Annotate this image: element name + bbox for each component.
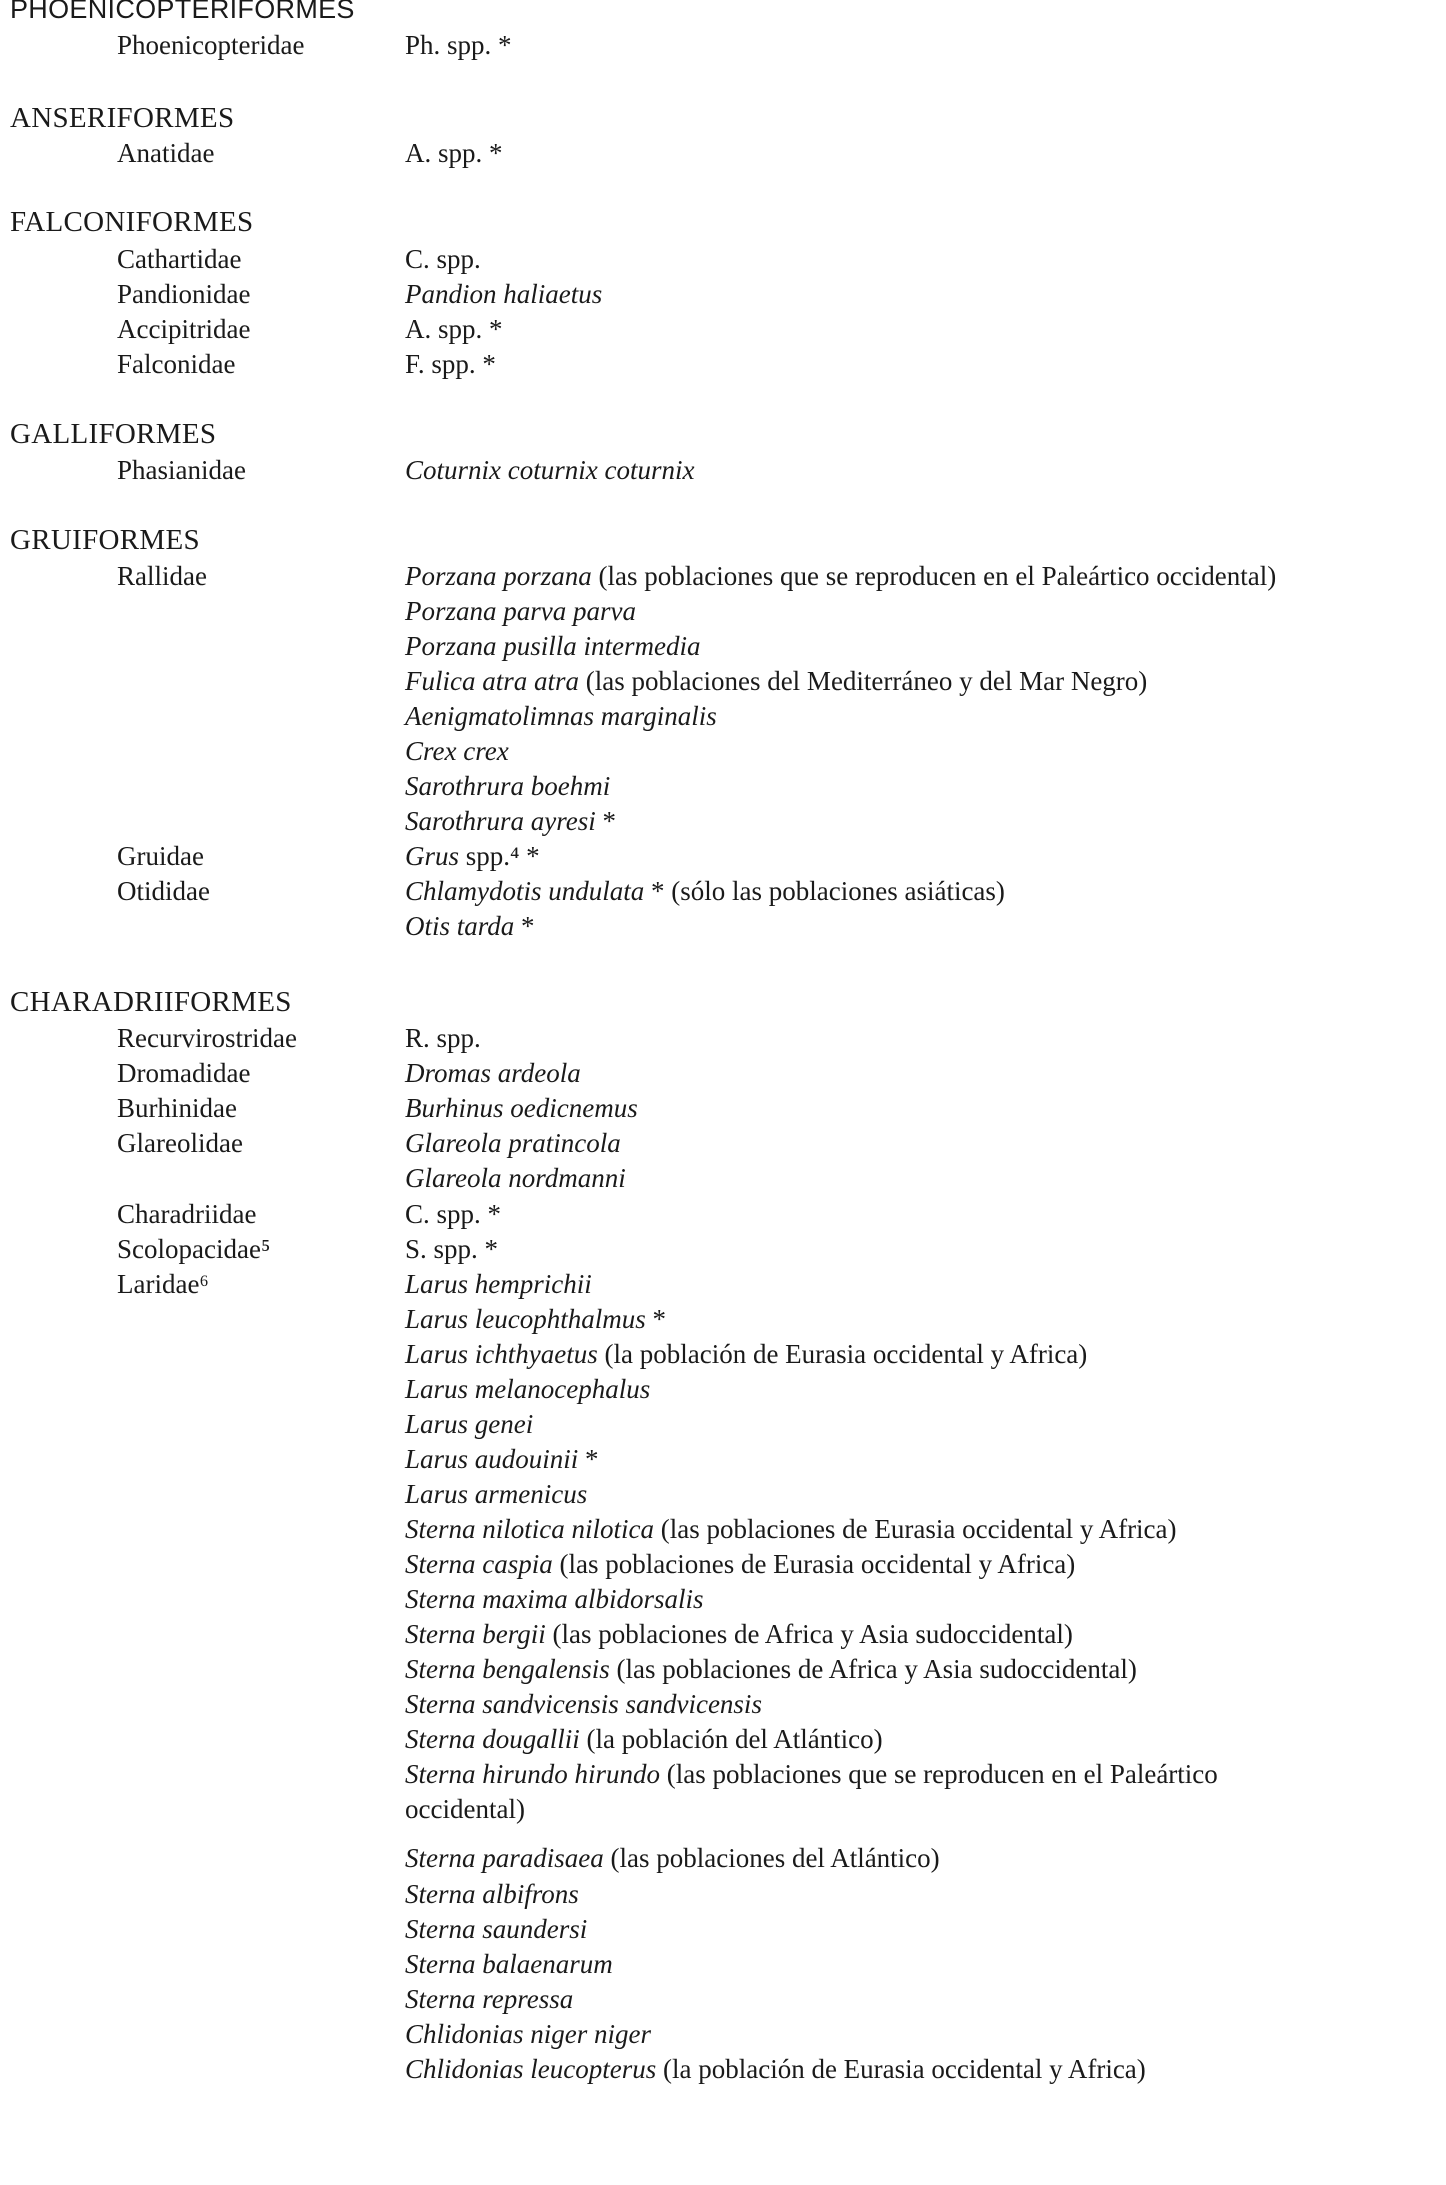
taxon-entry [405,1689,762,1720]
taxon-name: Otis tarda [405,911,515,941]
taxon-name: Sterna paradisaea [405,1843,604,1873]
taxon-name: Coturnix coturnix coturnix [405,455,695,485]
family-name: Phasianidae [117,455,246,485]
taxon-entry [405,1843,940,1874]
taxon-name: Larus armenicus [405,1479,588,1509]
taxon-name: Glareola nordmanni [405,1163,626,1193]
taxon-note: occidental) [405,1794,525,1824]
family-name: Cathartidae [117,244,242,274]
taxon-entry [405,244,481,275]
family-name: Gruidae [117,841,204,871]
taxon-entry [405,876,1005,907]
family-name: Otididae [117,876,210,906]
taxon-entry [405,1759,1218,1790]
taxon-entry [405,1514,1177,1545]
family-name: Laridae⁶ [117,1269,209,1299]
family-name: Burhinidae [117,1093,237,1123]
taxon-name: Sterna nilotica nilotica [405,1514,654,1544]
taxon-note: (la población de Eurasia occidental y Africa) [597,1339,1088,1369]
taxon-name: A. spp. * [405,314,503,344]
taxon-name: Ph. spp. * [405,30,512,60]
taxon-note: (las poblaciones de Africa y Asia sudoccidental) [609,1654,1137,1684]
taxon-name: Chlidonias leucopterus [405,2054,657,2084]
taxon-name: Sterna bengalensis [405,1654,610,1684]
taxon-entry [405,1234,498,1265]
order-heading: GRUIFORMES [10,524,200,556]
taxon-entry [405,1128,621,1159]
taxon-name: Dromas ardeola [405,1058,581,1088]
taxon-entry [405,1654,1137,1685]
taxon-name: Larus audouinii [405,1444,579,1474]
taxon-entry [405,1304,666,1335]
taxon-name: Larus leucophthalmus [405,1304,646,1334]
taxon-note: (la población del Atlántico) [579,1724,883,1754]
taxon-name: Glareola pratincola [405,1128,621,1158]
taxon-note: (la población de Eurasia occidental y Africa) [656,2054,1146,2084]
taxon-entry [405,2054,1146,2085]
taxon-entry [405,1619,1073,1650]
taxon-entry [405,279,602,310]
taxon-entry [405,1479,587,1510]
family-name: Anatidae [117,138,215,168]
taxon-entry [405,1914,587,1945]
taxon-note: (las poblaciones de Africa y Asia sudoccidental) [545,1619,1073,1649]
taxon-name: Sterna maxima albidorsalis [405,1584,704,1614]
taxon-entry [405,736,509,767]
taxon-name: Sterna caspia [405,1549,553,1579]
taxon-name: Pandion haliaetus [405,279,603,309]
family-name: Pandionidae [117,279,251,309]
taxon-name: Larus melanocephalus [405,1374,651,1404]
taxon-name: Sterna hirundo hirundo [405,1759,661,1789]
order-heading: GALLIFORMES [10,418,217,450]
taxon-entry [405,596,636,627]
taxon-entry [405,1409,533,1440]
taxon-name: Porzana pusilla intermedia [405,631,701,661]
taxon-name: R. spp. [405,1023,481,1053]
taxon-name: Sarothrura ayresi [405,806,596,836]
family-name: Phoenicopteridae [117,30,305,60]
taxon-entry [405,1444,599,1475]
taxon-note: * [578,1444,599,1474]
family-name: Charadriidae [117,1199,257,1229]
taxon-name: Sterna saundersi [405,1914,588,1944]
taxon-entry [405,1093,638,1124]
taxon-name: Larus hemprichii [405,1269,592,1299]
taxon-entry [405,455,694,486]
taxon-entry [405,1584,704,1615]
taxon-name: Aenigmatolimnas marginalis [405,701,717,731]
taxon-note: (las poblaciones de Eurasia occidental y Africa) [653,1514,1177,1544]
taxon-name: Sterna dougallii [405,1724,580,1754]
taxon-name: Sarothrura boehmi [405,771,611,801]
taxon-entry [405,1724,883,1755]
taxon-name: F. spp. * [405,349,496,379]
taxon-entry [405,701,717,732]
taxon-entry [405,1163,626,1194]
taxon-name: C. spp. * [405,1199,502,1229]
taxon-note: (las poblaciones que se reproducen en el Paleártico occidental) [591,561,1277,591]
taxon-name: Larus genei [405,1409,534,1439]
family-name: Glareolidae [117,1128,243,1158]
taxon-entry [405,314,503,345]
taxon-name: Burhinus oedicnemus [405,1093,638,1123]
taxon-entry [405,841,540,872]
order-heading: FALCONIFORMES [10,206,254,238]
taxon-entry [405,1269,592,1300]
taxon-name: Chlidonias niger niger [405,2019,652,2049]
taxon-name: S. spp. * [405,1234,499,1264]
family-name: Recurvirostridae [117,1023,297,1053]
taxon-entry [405,1949,613,1980]
taxon-name: Sterna albifrons [405,1879,579,1909]
taxon-entry [405,138,503,169]
taxon-entry [405,771,610,802]
taxon-name: Fulica atra atra [405,666,579,696]
taxon-entry [405,631,701,662]
taxon-name: Sterna sandvicensis sandvicensis [405,1689,762,1719]
taxon-name: C. spp. [405,244,481,274]
taxon-entry [405,1794,525,1825]
taxon-entry [405,2019,651,2050]
taxon-entry [405,806,616,837]
taxon-name: Chlamydotis undulata [405,876,645,906]
taxon-note: * [514,911,535,941]
family-name: Scolopacidae⁵ [117,1234,271,1264]
taxon-note: (las poblaciones del Atlántico) [603,1843,940,1873]
taxon-entry [405,911,535,942]
family-name: Falconidae [117,349,236,379]
taxon-entry [405,30,512,61]
taxon-entry [405,1374,650,1405]
taxon-note: * [645,1304,667,1334]
taxon-entry [405,666,1147,697]
taxon-entry [405,1199,501,1230]
taxon-name: Porzana porzana [405,561,592,591]
taxon-entry [405,1549,1075,1580]
taxon-entry [405,1879,579,1910]
family-name: Dromadidae [117,1058,251,1088]
taxon-note: (las poblaciones de Eurasia occidental y Africa) [552,1549,1076,1579]
taxon-name: Grus [405,841,460,871]
taxon-name: Sterna bergii [405,1619,546,1649]
taxon-name: Larus ichthyaetus [405,1339,598,1369]
taxon-note: (las poblaciones que se reproducen en el Paleártico [660,1759,1218,1789]
order-heading: ANSERIFORMES [10,102,235,134]
taxon-entry [405,1023,481,1054]
taxon-name: Porzana parva parva [405,596,636,626]
taxon-name: Sterna balaenarum [405,1949,613,1979]
taxon-name: Crex crex [405,736,509,766]
taxon-entry [405,1984,573,2015]
family-name: Accipitridae [117,314,251,344]
taxon-entry [405,1058,581,1089]
taxon-note: * [595,806,617,836]
taxon-note: * (sólo las poblaciones asiáticas) [644,876,1005,906]
taxon-name: Sterna repressa [405,1984,574,2014]
taxon-note: spp.⁴ * [459,841,540,871]
taxon-name: A. spp. * [405,138,503,168]
family-name: Rallidae [117,561,207,591]
order-heading: PHOENICOPTERIFORMES [10,0,355,24]
taxon-entry [405,561,1276,592]
taxon-entry [405,349,496,380]
order-heading: CHARADRIIFORMES [10,986,292,1018]
taxon-entry [405,1339,1087,1370]
taxon-note: (las poblaciones del Mediterráneo y del Mar Negro) [579,666,1148,696]
